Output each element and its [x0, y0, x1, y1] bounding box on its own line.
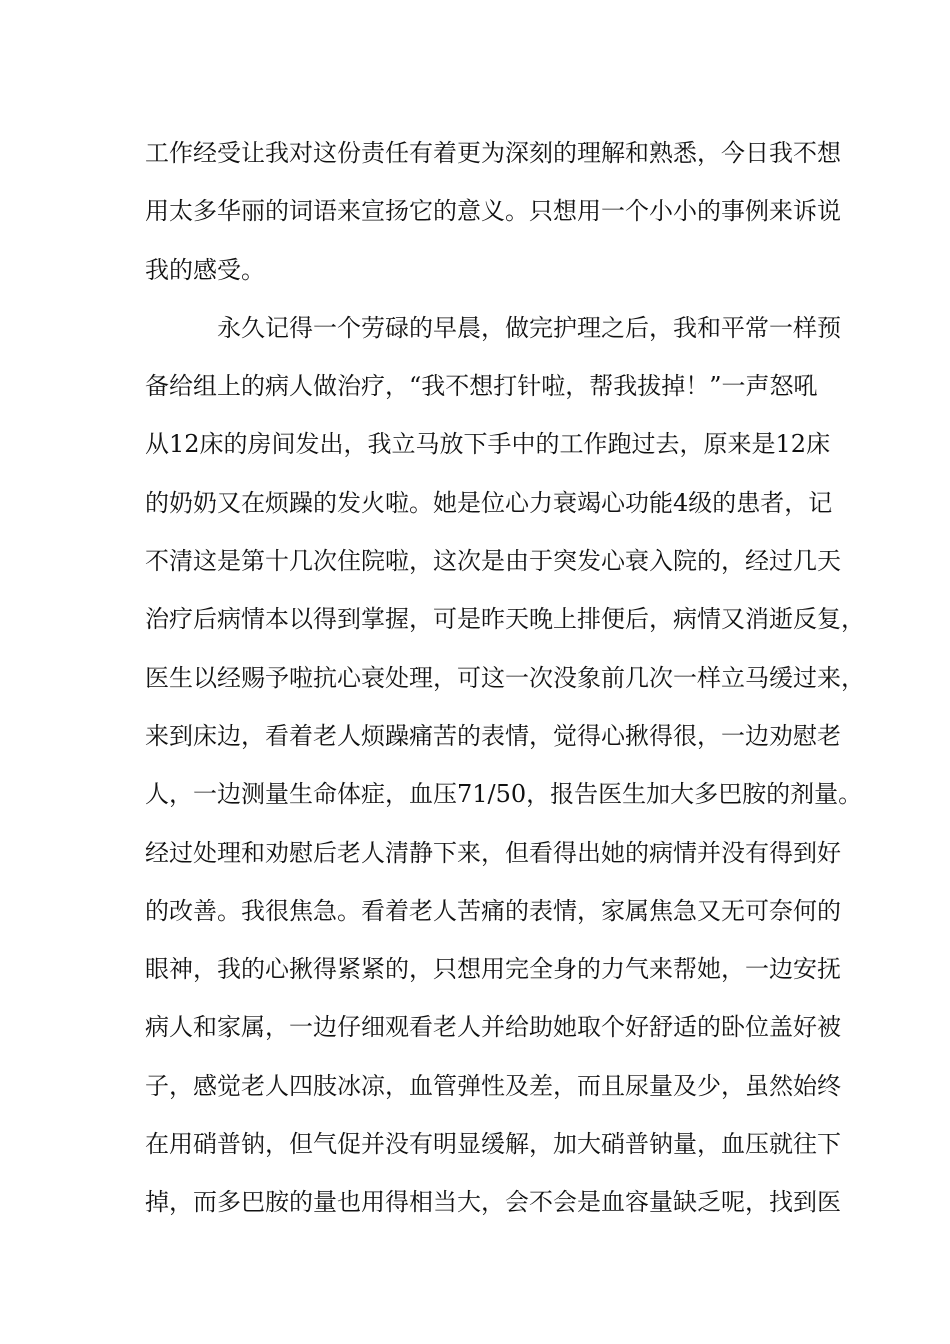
text-line: 用太多华丽的词语来宣扬它的意义。只想用一个小小的事例来诉说	[145, 197, 841, 226]
text-line: 的奶奶又在烦躁的发火啦。她是位心力衰竭心功能4级的患者，记	[145, 488, 833, 517]
text-line: 备给组上的病人做治疗，“我不想打针啦，帮我拔掉！”一声怒吼	[145, 372, 818, 401]
text-line: 工作经受让我对这份责任有着更为深刻的理解和熟悉，今日我不想	[145, 139, 841, 167]
text-line: 子，感觉老人四肢冰凉，血管弹性及差，而且尿量及少，虽然始终	[145, 1071, 841, 1100]
text-line: 来到床边，看着老人烦躁痛苦的表情，觉得心揪得很，一边劝慰老	[145, 721, 841, 750]
paragraph-first-line: 永久记得一个劳碌的早晨，做完护理之后，我和平常一样预	[217, 313, 841, 342]
text-line: 在用硝普钠，但气促并没有明显缓解，加大硝普钠量，血压就往下	[145, 1130, 841, 1159]
text-line: 不清这是第十几次住院啦，这次是由于突发心衰入院的，经过几天	[145, 547, 841, 576]
text-line: 我的感受。	[145, 255, 265, 284]
text-line: 经过处理和劝慰后老人清静下来，但看得出她的病情并没有得到好	[145, 838, 841, 867]
text-line: 人，一边测量生命体症，血压71/50，报告医生加大多巴胺的剂量。	[145, 780, 863, 809]
text-line: 的改善。我很焦急。看着老人苦痛的表情，家属焦急又无可奈何的	[145, 896, 841, 925]
text-line: 掉，而多巴胺的量也用得相当大，会不会是血容量缺乏呢，找到医	[145, 1188, 841, 1217]
text-line: 病人和家属，一边仔细观看老人并给助她取个好舒适的卧位盖好被	[145, 1013, 841, 1042]
text-line: 眼神，我的心揪得紧紧的，只想用完全身的力气来帮她，一边安抚	[145, 955, 841, 984]
body-text	[145, 130, 865, 1238]
text-line: 治疗后病情本以得到掌握，可是昨天晚上排便后，病情又消逝反复，	[145, 605, 865, 634]
text-line: 从12床的房间发出，我立马放下手中的工作跑过去，原来是12床	[145, 430, 831, 459]
text-line: 医生以经赐予啦抗心衰处理，可这一次没象前几次一样立马缓过来，	[145, 663, 865, 692]
